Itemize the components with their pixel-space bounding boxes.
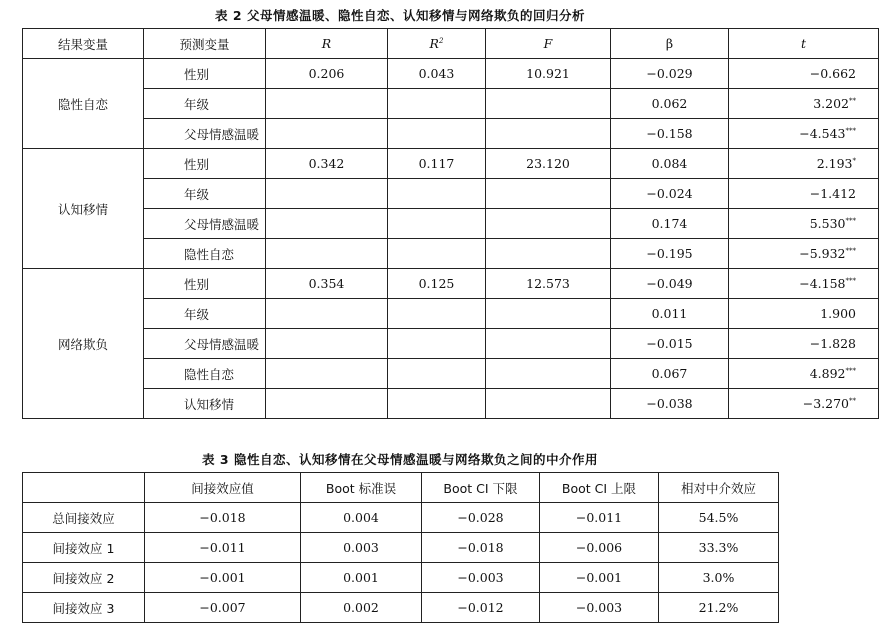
table-row (23, 359, 879, 389)
table-row (23, 209, 879, 239)
indirect-value-cell: −0.001 (145, 563, 301, 593)
r2-cell (388, 389, 486, 419)
table-row (23, 563, 779, 593)
boot-se-cell: 0.004 (301, 503, 422, 533)
header-R2 (388, 29, 486, 59)
relative-effect-cell: 3.0% (659, 563, 779, 593)
r2-cell: 0.043 (388, 59, 486, 89)
t-value: 5.530 (809, 216, 846, 231)
mediation-table (22, 472, 779, 623)
ci-lower-cell: −0.012 (422, 593, 540, 623)
f-cell (486, 179, 611, 209)
table-row (23, 503, 779, 533)
effect-label-cell: 间接效应 2 (23, 563, 145, 593)
table-row (23, 329, 879, 359)
header-F: F (486, 29, 611, 59)
table-row (23, 593, 779, 623)
header-relative-effect: 相对中介效应 (659, 473, 779, 503)
f-cell (486, 239, 611, 269)
predictor-cell: 认知移情 (144, 389, 266, 419)
table2-body (23, 59, 879, 419)
header-boot-ci-lower: Boot CI 下限 (422, 473, 540, 503)
predictor-cell: 年级 (144, 179, 266, 209)
ci-lower-cell: −0.018 (422, 533, 540, 563)
ci-upper-cell: −0.011 (540, 503, 659, 533)
beta-cell: −0.024 (611, 179, 729, 209)
t-value: −1.412 (809, 186, 856, 201)
header-t: t (729, 29, 879, 59)
significance-marker: *** (845, 276, 856, 285)
f-cell (486, 89, 611, 119)
header-predictor: 预测变量 (144, 29, 266, 59)
table-row (23, 149, 879, 179)
r-cell (266, 209, 388, 239)
t-cell (729, 179, 879, 209)
predictor-cell: 隐性自恋 (144, 359, 266, 389)
t-cell (729, 239, 879, 269)
predictor-cell: 父母情感温暖 (144, 209, 266, 239)
predictor-cell: 性别 (144, 149, 266, 179)
outcome-cell: 认知移情 (23, 149, 144, 269)
r2-cell: 0.117 (388, 149, 486, 179)
relative-effect-cell: 33.3% (659, 533, 779, 563)
t-value: −1.828 (809, 336, 856, 351)
table-row (23, 269, 879, 299)
f-cell (486, 329, 611, 359)
t-value: 1.900 (820, 306, 856, 321)
header-R: R (266, 29, 388, 59)
table-row (23, 119, 879, 149)
header-boot-ci-upper: Boot CI 上限 (540, 473, 659, 503)
beta-cell: 0.011 (611, 299, 729, 329)
header-boot-se: Boot 标准误 (301, 473, 422, 503)
boot-se-cell: 0.001 (301, 563, 422, 593)
effect-label-cell: 间接效应 1 (23, 533, 145, 563)
significance-marker: ** (849, 396, 856, 405)
boot-se-cell: 0.002 (301, 593, 422, 623)
f-cell (486, 359, 611, 389)
predictor-cell: 性别 (144, 59, 266, 89)
r-cell (266, 239, 388, 269)
table-row (23, 533, 779, 563)
table2-header-row (23, 29, 879, 59)
r-cell (266, 179, 388, 209)
table3-body (23, 503, 779, 623)
predictor-cell: 年级 (144, 299, 266, 329)
t-cell (729, 269, 879, 299)
t-cell (729, 329, 879, 359)
beta-cell: 0.084 (611, 149, 729, 179)
beta-cell: 0.062 (611, 89, 729, 119)
r-cell (266, 89, 388, 119)
table2-caption: 表 2 父母情感温暖、隐性自恋、认知移情与网络欺负的回归分析 (215, 8, 585, 23)
significance-marker: ** (849, 96, 856, 105)
significance-marker: *** (845, 246, 856, 255)
t-value: −4.158 (799, 276, 846, 291)
header-blank (23, 473, 145, 503)
predictor-cell: 父母情感温暖 (144, 329, 266, 359)
table3-caption: 表 3 隐性自恋、认知移情在父母情感温暖与网络欺负之间的中介作用 (202, 452, 598, 467)
table3-header-row (23, 473, 779, 503)
t-value: −4.543 (799, 126, 846, 141)
t-value: −5.932 (799, 246, 846, 261)
table-row (23, 89, 879, 119)
significance-marker: *** (845, 366, 856, 375)
f-cell: 23.120 (486, 149, 611, 179)
predictor-cell: 年级 (144, 89, 266, 119)
f-cell (486, 389, 611, 419)
r2-cell (388, 119, 486, 149)
t-cell (729, 149, 879, 179)
outcome-cell: 网络欺负 (23, 269, 144, 419)
header-indirect-effect: 间接效应值 (145, 473, 301, 503)
ci-lower-cell: −0.003 (422, 563, 540, 593)
f-cell: 10.921 (486, 59, 611, 89)
t-cell (729, 89, 879, 119)
effect-label-cell: 总间接效应 (23, 503, 145, 533)
header-beta: β (611, 29, 729, 59)
indirect-value-cell: −0.018 (145, 503, 301, 533)
r-cell: 0.354 (266, 269, 388, 299)
outcome-cell: 隐性自恋 (23, 59, 144, 149)
t-cell (729, 119, 879, 149)
r2-cell: 0.125 (388, 269, 486, 299)
t-value: −0.662 (809, 66, 856, 81)
r2-cell (388, 359, 486, 389)
significance-marker: *** (845, 216, 856, 225)
t-value: 3.202 (813, 96, 849, 111)
r2-cell (388, 329, 486, 359)
r2-cell (388, 299, 486, 329)
regression-table (22, 28, 879, 419)
r2-cell (388, 89, 486, 119)
r2-cell (388, 209, 486, 239)
r-cell (266, 359, 388, 389)
f-cell (486, 299, 611, 329)
t-cell (729, 359, 879, 389)
effect-label-cell: 间接效应 3 (23, 593, 145, 623)
header-R2-base: R (429, 36, 439, 51)
ci-upper-cell: −0.003 (540, 593, 659, 623)
beta-cell: 0.067 (611, 359, 729, 389)
indirect-value-cell: −0.007 (145, 593, 301, 623)
header-outcome: 结果变量 (23, 29, 144, 59)
r-cell (266, 119, 388, 149)
r2-cell (388, 239, 486, 269)
ci-upper-cell: −0.006 (540, 533, 659, 563)
ci-upper-cell: −0.001 (540, 563, 659, 593)
table-row (23, 59, 879, 89)
predictor-cell: 隐性自恋 (144, 239, 266, 269)
r-cell: 0.206 (266, 59, 388, 89)
t-cell (729, 299, 879, 329)
f-cell: 12.573 (486, 269, 611, 299)
table-row (23, 179, 879, 209)
t-cell (729, 209, 879, 239)
t-value: −3.270 (802, 396, 849, 411)
beta-cell: −0.195 (611, 239, 729, 269)
beta-cell: −0.158 (611, 119, 729, 149)
r-cell (266, 299, 388, 329)
significance-marker: *** (845, 126, 856, 135)
r-cell (266, 329, 388, 359)
predictor-cell: 性别 (144, 269, 266, 299)
ci-lower-cell: −0.028 (422, 503, 540, 533)
beta-cell: −0.049 (611, 269, 729, 299)
beta-cell: 0.174 (611, 209, 729, 239)
f-cell (486, 119, 611, 149)
indirect-value-cell: −0.011 (145, 533, 301, 563)
t-value: 4.892 (809, 366, 846, 381)
r2-cell (388, 179, 486, 209)
significance-marker: * (852, 156, 856, 165)
header-R2-sup: 2 (438, 36, 444, 45)
predictor-cell: 父母情感温暖 (144, 119, 266, 149)
t-cell (729, 389, 879, 419)
relative-effect-cell: 54.5% (659, 503, 779, 533)
t-value: 2.193 (816, 156, 853, 171)
table-row (23, 239, 879, 269)
beta-cell: −0.029 (611, 59, 729, 89)
beta-cell: −0.015 (611, 329, 729, 359)
relative-effect-cell: 21.2% (659, 593, 779, 623)
t-cell (729, 59, 879, 89)
r-cell (266, 389, 388, 419)
table-row (23, 299, 879, 329)
r-cell: 0.342 (266, 149, 388, 179)
beta-cell: −0.038 (611, 389, 729, 419)
table-row (23, 389, 879, 419)
f-cell (486, 209, 611, 239)
boot-se-cell: 0.003 (301, 533, 422, 563)
